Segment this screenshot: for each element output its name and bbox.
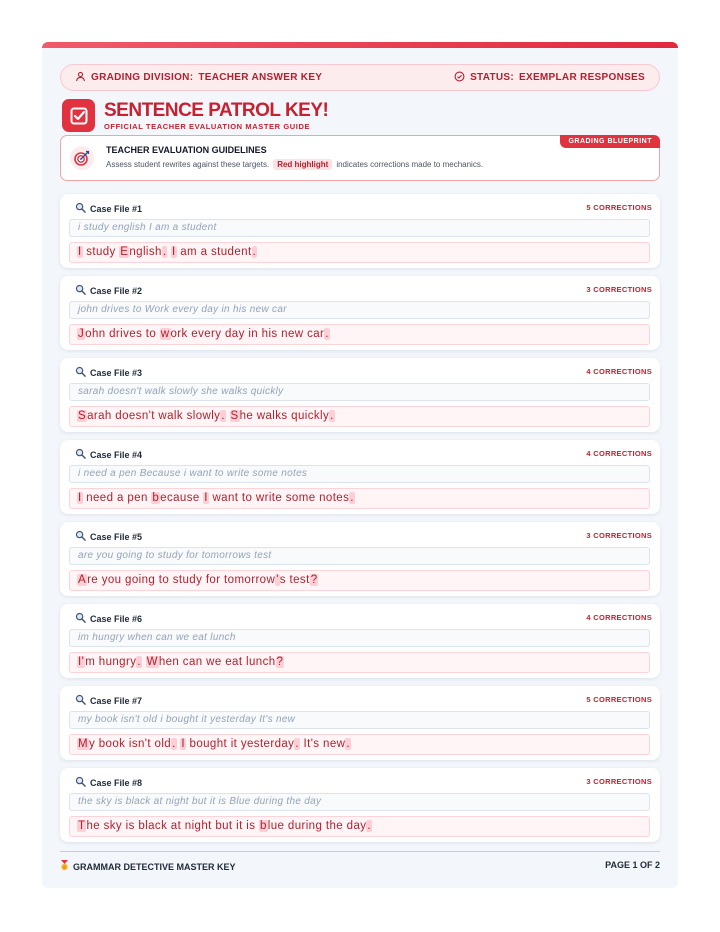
correction-highlight: . <box>295 738 299 750</box>
correction-highlight: I <box>181 738 185 750</box>
corrections-count: 5 CORRECTIONS <box>586 695 652 704</box>
footer <box>60 860 660 873</box>
case-file-label: Case File #5 <box>90 531 143 542</box>
correction-highlight: I <box>172 246 176 258</box>
correction-highlight: b <box>259 820 267 832</box>
corrected-sentence <box>69 734 650 755</box>
corrections-count: 5 CORRECTIONS <box>586 203 652 212</box>
case-file-card <box>60 768 660 842</box>
magnifier-icon <box>75 284 86 297</box>
corrected-sentence <box>69 652 650 673</box>
sentence-text: re you going to study for tomorrow <box>87 574 276 586</box>
correction-highlight: M <box>78 738 88 750</box>
correction-highlight: W <box>146 656 158 668</box>
correction-highlight: A <box>78 574 87 586</box>
case-file-header <box>75 530 142 543</box>
case-file-card <box>60 522 660 596</box>
case-file-header <box>75 776 142 789</box>
correction-highlight: I' <box>78 656 85 668</box>
target-icon <box>70 146 94 170</box>
case-file-card <box>60 686 660 760</box>
correction-highlight: I <box>78 492 82 504</box>
status-label: STATUS: <box>470 72 515 83</box>
original-sentence: john drives to Work every day in his new car <box>69 301 650 319</box>
status-value: EXEMPLAR RESPONSES <box>519 72 645 83</box>
corrections-count: 3 CORRECTIONS <box>586 777 652 786</box>
red-highlight-pill: Red highlight <box>273 159 332 170</box>
guidelines-desc-after: indicates corrections made to mechanics. <box>336 160 484 169</box>
page-number: PAGE 1 OF 2 <box>605 860 660 870</box>
corrected-sentence <box>69 488 650 509</box>
correction-highlight: ? <box>310 574 318 586</box>
sentence-text: he sky is black at night but it is <box>86 820 259 832</box>
correction-highlight: I <box>204 492 208 504</box>
sentence-text <box>226 410 230 422</box>
sentence-text: hen can we eat lunch <box>158 656 276 668</box>
correction-highlight: . <box>172 738 176 750</box>
sentence-text: need a pen <box>82 492 152 504</box>
sentence-text: m hungry <box>85 656 137 668</box>
correction-highlight: . <box>346 738 350 750</box>
guidelines-title: TEACHER EVALUATION GUIDELINES <box>106 145 267 155</box>
case-file-header <box>75 448 142 461</box>
guidelines-panel <box>60 135 660 181</box>
answer-key-sheet <box>42 42 678 888</box>
guidelines-description <box>106 159 483 170</box>
correction-highlight: . <box>252 246 257 258</box>
case-file-label: Case File #1 <box>90 203 143 214</box>
case-file-label: Case File #6 <box>90 613 143 624</box>
sentence-text: arah doesn't walk slowly <box>87 410 221 422</box>
case-file-header <box>75 612 142 625</box>
correction-highlight: J <box>78 328 85 340</box>
sentence-text: nglish <box>129 246 162 258</box>
magnifier-icon <box>75 448 86 461</box>
case-file-card <box>60 194 660 268</box>
guidelines-desc-before: Assess student rewrites against these targets. <box>106 160 270 169</box>
checkbox-logo-icon <box>62 99 95 132</box>
medal-icon <box>60 860 69 873</box>
footer-divider <box>60 851 660 852</box>
title-row <box>62 99 328 132</box>
sentence-text: study <box>82 246 120 258</box>
sentence-text: bought it yesterday <box>185 738 295 750</box>
corrections-count: 4 CORRECTIONS <box>586 449 652 458</box>
correction-highlight: E <box>120 246 129 258</box>
correction-highlight: T <box>78 820 86 832</box>
correction-highlight: w <box>160 328 170 340</box>
magnifier-icon <box>75 694 86 707</box>
correction-highlight: ' <box>276 574 279 586</box>
original-sentence: i study english I am a student <box>69 219 650 237</box>
case-file-card <box>60 358 660 432</box>
sentence-text: y book isn't old <box>88 738 172 750</box>
page-title: SENTENCE PATROL KEY! <box>104 99 329 121</box>
original-sentence: my book isn't old i bought it yesterday It's new <box>69 711 650 729</box>
footer-title: GRAMMAR DETECTIVE MASTER KEY <box>73 861 236 872</box>
corrected-sentence <box>69 570 650 591</box>
corrections-count: 3 CORRECTIONS <box>586 531 652 540</box>
sentence-text: It's new <box>299 738 346 750</box>
corrected-sentence <box>69 816 650 837</box>
correction-highlight: . <box>221 410 225 422</box>
corrected-sentence <box>69 242 650 263</box>
original-sentence: sarah doesn't walk slowly she walks quickly <box>69 383 650 401</box>
case-file-header <box>75 366 142 379</box>
case-file-header <box>75 694 142 707</box>
sentence-text: ork every day in his new car <box>170 328 325 340</box>
original-sentence: im hungry when can we eat lunch <box>69 629 650 647</box>
original-sentence: the sky is black at night but it is Blue during the day <box>69 793 650 811</box>
correction-highlight: S <box>230 410 239 422</box>
case-file-label: Case File #2 <box>90 285 143 296</box>
magnifier-icon <box>75 612 86 625</box>
correction-highlight: . <box>137 656 141 668</box>
correction-highlight: . <box>350 492 354 504</box>
user-icon <box>75 71 86 85</box>
case-file-card <box>60 604 660 678</box>
case-file-label: Case File #7 <box>90 695 143 706</box>
case-file-label: Case File #4 <box>90 449 143 460</box>
correction-highlight: . <box>162 246 167 258</box>
sentence-text: lue during the day <box>267 820 367 832</box>
magnifier-icon <box>75 530 86 543</box>
original-sentence: are you going to study for tomorrows test <box>69 547 650 565</box>
correction-highlight: b <box>152 492 160 504</box>
grading-division-bar <box>60 64 660 91</box>
top-accent-bar <box>42 42 678 48</box>
sentence-text: ohn drives to <box>85 328 160 340</box>
magnifier-icon <box>75 366 86 379</box>
footer-left <box>60 860 236 873</box>
check-circle-icon <box>454 71 465 85</box>
title-block <box>104 101 328 131</box>
status-group <box>454 71 645 85</box>
grading-blueprint-badge: GRADING BLUEPRINT <box>560 135 660 148</box>
corrections-count: 4 CORRECTIONS <box>586 613 652 622</box>
sentence-text: ecause <box>160 492 204 504</box>
correction-highlight: . <box>325 328 329 340</box>
corrected-sentence <box>69 406 650 427</box>
corrections-count: 4 CORRECTIONS <box>586 367 652 376</box>
original-sentence: i need a pen Because i want to write some notes <box>69 465 650 483</box>
correction-highlight: S <box>78 410 87 422</box>
case-file-label: Case File #3 <box>90 367 143 378</box>
case-file-card <box>60 276 660 350</box>
corrections-count: 3 CORRECTIONS <box>586 285 652 294</box>
correction-highlight: . <box>330 410 334 422</box>
magnifier-icon <box>75 776 86 789</box>
page-subtitle: OFFICIAL TEACHER EVALUATION MASTER GUIDE <box>104 121 311 131</box>
division-label: GRADING DIVISION: <box>91 72 194 83</box>
case-file-label: Case File #8 <box>90 777 143 788</box>
correction-highlight: . <box>367 820 372 832</box>
sentence-text: am a student <box>176 246 252 258</box>
magnifier-icon <box>75 202 86 215</box>
sentence-text: s test <box>279 574 310 586</box>
case-file-header <box>75 284 142 297</box>
division-value: TEACHER ANSWER KEY <box>198 72 323 83</box>
sentence-text: want to write some notes <box>208 492 350 504</box>
case-file-header <box>75 202 142 215</box>
corrected-sentence <box>69 324 650 345</box>
case-file-card <box>60 440 660 514</box>
sentence-text: he walks quickly <box>239 410 330 422</box>
division-group <box>75 71 322 85</box>
correction-highlight: ? <box>276 656 284 668</box>
correction-highlight: I <box>78 246 82 258</box>
